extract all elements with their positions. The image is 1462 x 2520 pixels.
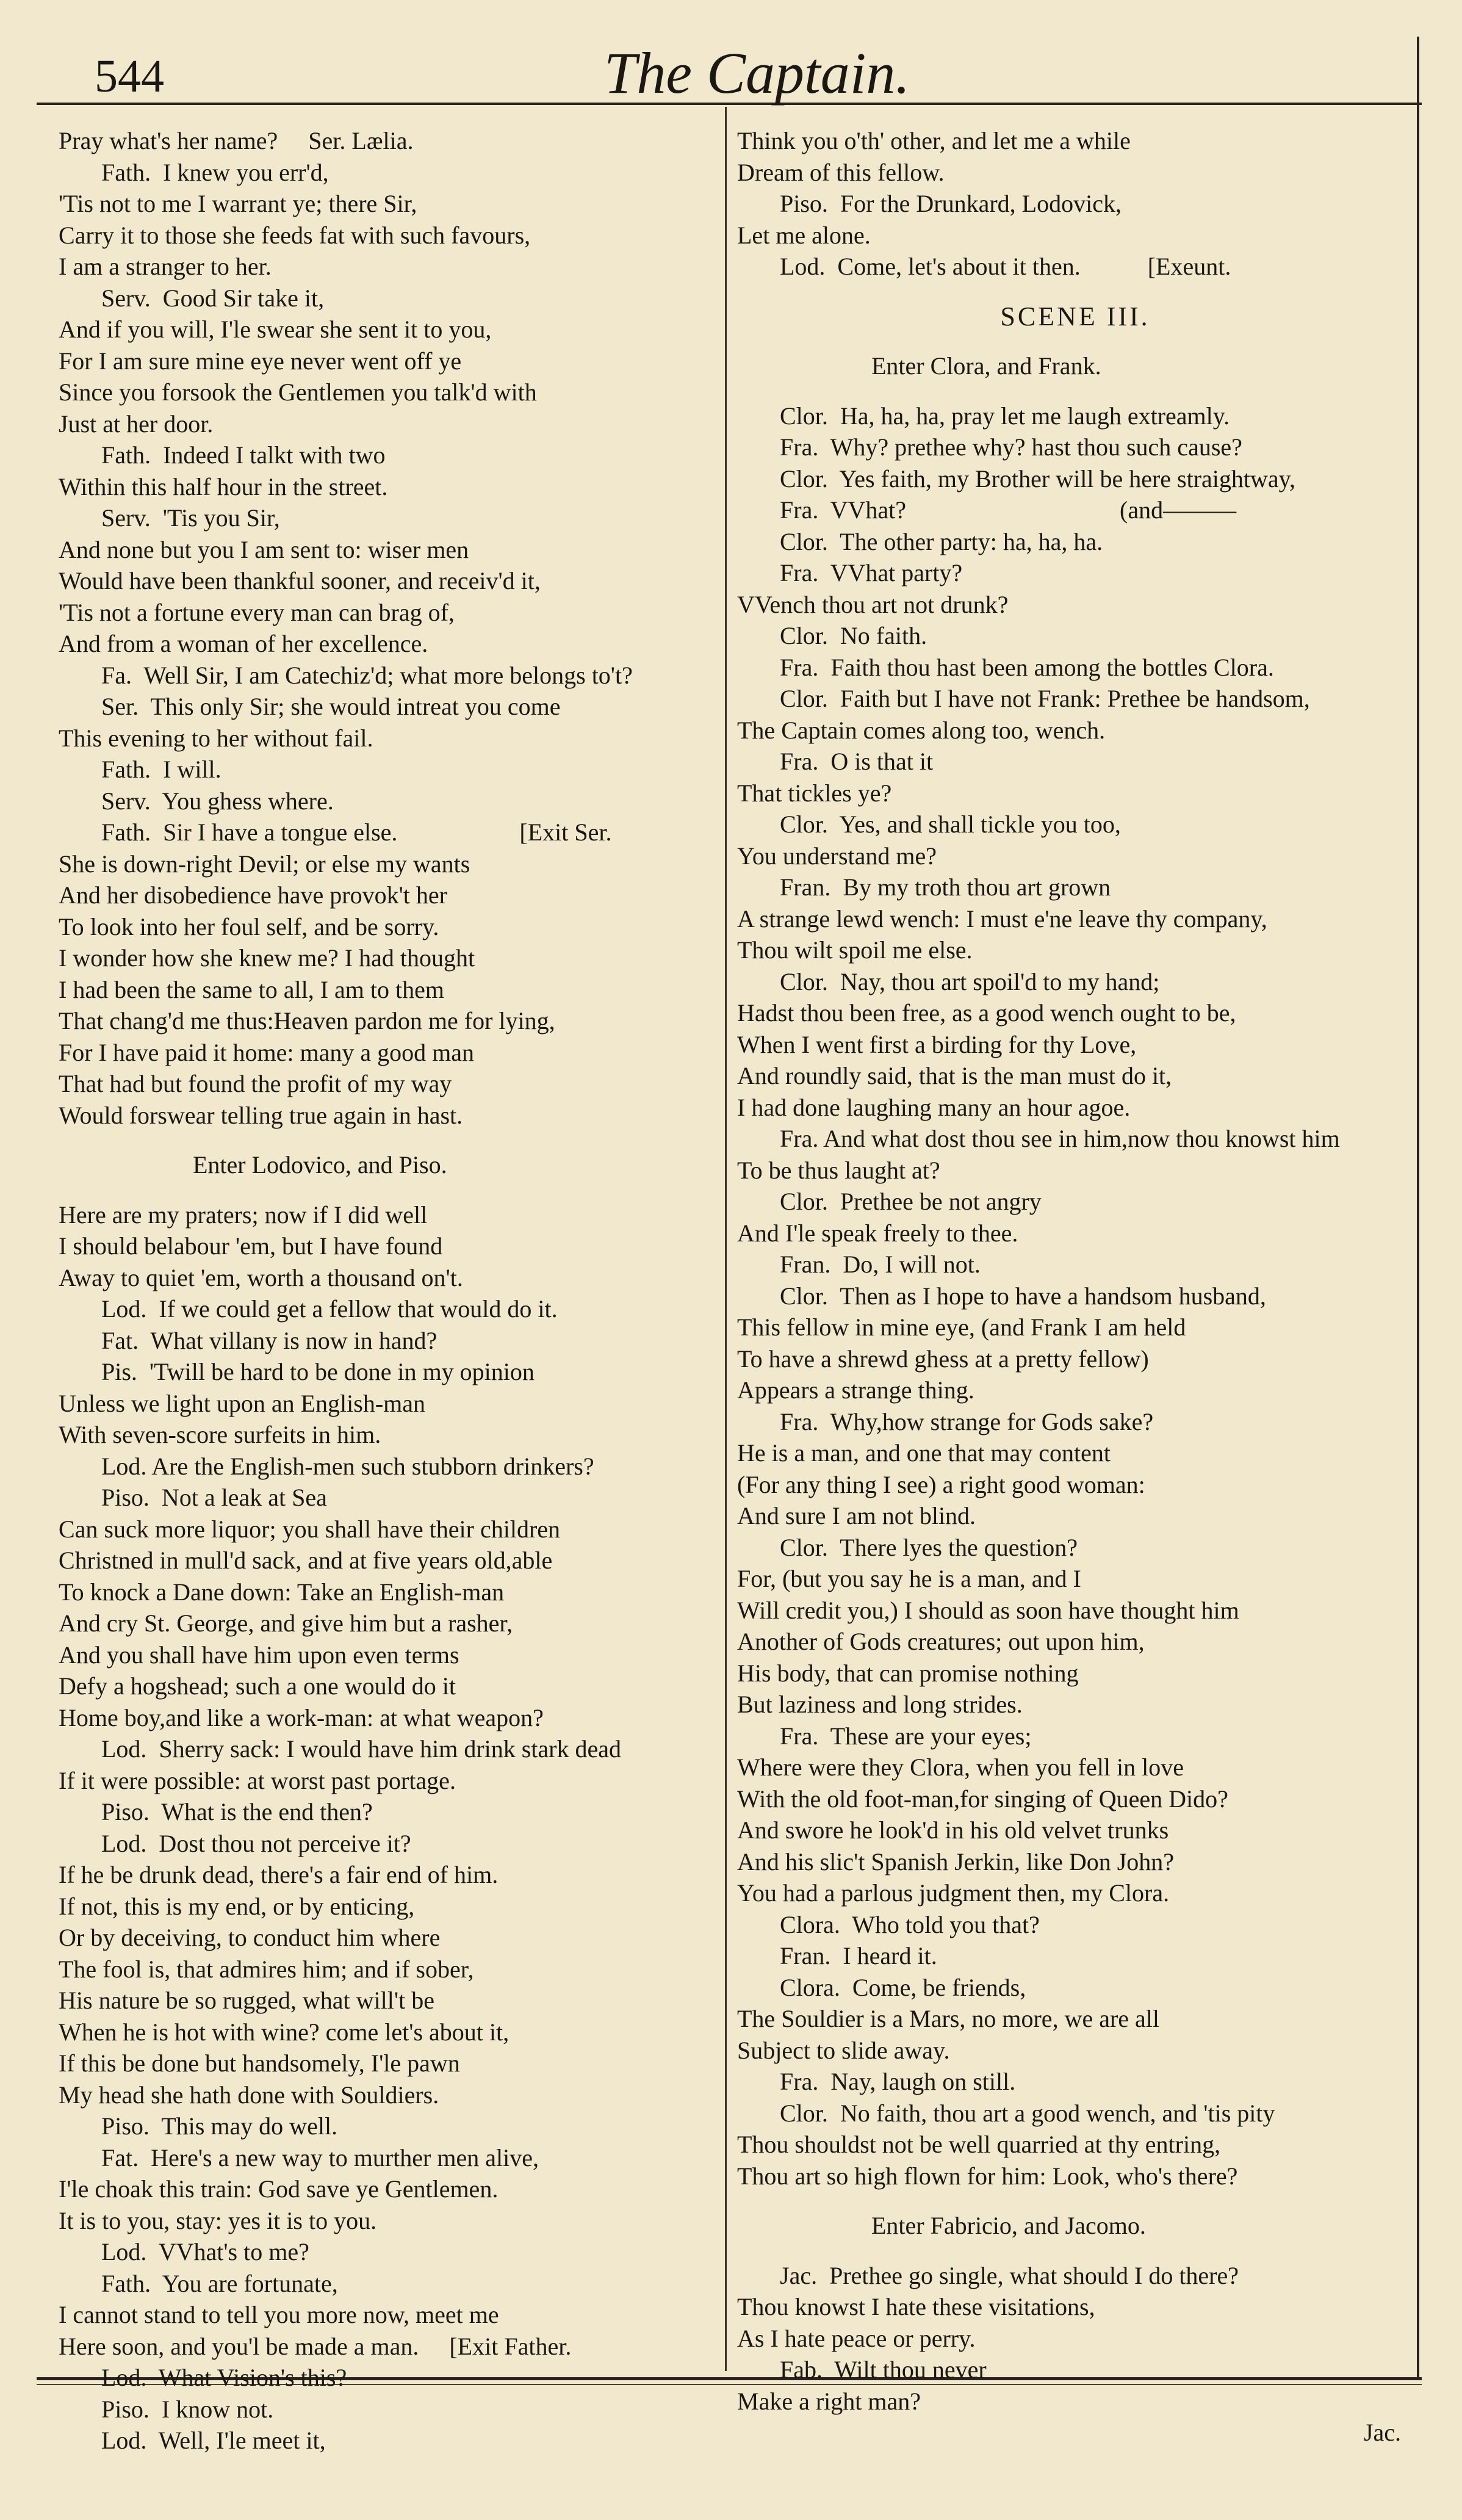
- verse-line: Dream of this fellow.: [737, 158, 945, 186]
- verse-line: That tickles ye?: [737, 779, 892, 807]
- verse-line: Fran. I heard it.: [780, 1942, 937, 1969]
- verse-line: Serv. Good Sir take it,: [101, 284, 325, 312]
- verse-line: Clor. Yes faith, my Brother will be here straightway,: [780, 464, 1296, 493]
- verse-line: Another of Gods creatures; out upon him,: [737, 1628, 1145, 1655]
- verse-line: Lod. VVhat's to me?: [101, 2238, 309, 2265]
- verse-line: Clor. The other party: ha, ha, ha.: [780, 527, 1103, 555]
- verse-line: This evening to her without fail.: [59, 724, 373, 752]
- stage-direction: Enter Clora, and Frank.: [871, 352, 1101, 380]
- verse-line: Fra. Faith thou hast been among the bottles Clora.: [780, 653, 1274, 681]
- verse-line: Pis. 'Twill be hard to be done in my opinion: [101, 1358, 535, 1385]
- verse-line: Would have been thankful sooner, and receiv'd it,: [59, 567, 541, 594]
- verse-line: If this be done but handsomely, I'le pawn: [59, 2049, 460, 2077]
- verse-line: And her disobedience have provok't her: [59, 881, 447, 909]
- verse-line: 'Tis not a fortune every man can brag of,: [59, 598, 455, 626]
- verse-line: With seven-score surfeits in him.: [59, 1421, 381, 1448]
- running-title: The Captain.: [604, 40, 910, 106]
- verse-line: Lod. Well, I'le meet it,: [101, 2427, 326, 2454]
- verse-line: Ser. This only Sir; she would intreat you come: [101, 693, 561, 720]
- verse-line: And I'le speak freely to thee.: [737, 1219, 1018, 1247]
- stage-direction: Enter Lodovico, and Piso.: [193, 1151, 447, 1179]
- verse-line: Thou knowst I hate these visitations,: [737, 2293, 1095, 2320]
- verse-line: Piso. This may do well.: [101, 2112, 338, 2140]
- verse-line: You understand me?: [737, 842, 937, 870]
- verse-line: [737, 2242, 1413, 2260]
- verse-line: But laziness and long strides.: [737, 1691, 1023, 1718]
- verse-line: Appears a strange thing.: [737, 1376, 974, 1404]
- verse-line: [59, 1131, 722, 1149]
- verse-line: [737, 283, 1413, 301]
- verse-line: When I went first a birding for thy Love,: [737, 1030, 1137, 1058]
- verse-line: Clora. Come, be friends,: [780, 1973, 1026, 2001]
- verse-line: The Captain comes along too, wench.: [737, 716, 1106, 744]
- verse-line: When he is hot with wine? come let's about it,: [59, 2018, 510, 2046]
- verse-line: Here are my praters; now if I did well: [59, 1200, 428, 1229]
- verse-line: Make a right man?: [737, 2387, 921, 2415]
- verse-line: VVench thou art not drunk?: [737, 590, 1009, 618]
- verse-line: And from a woman of her excellence.: [59, 630, 428, 657]
- page-number: 544: [95, 51, 164, 102]
- right-text-column: [737, 125, 1413, 2449]
- verse-line: To look into her foul self, and be sorry.: [59, 912, 439, 940]
- verse-line: 'Tis not to me I warrant ye; there Sir,: [59, 190, 417, 217]
- verse-line: And roundly said, that is the man must do it,: [737, 1062, 1172, 1089]
- verse-line: [737, 382, 1413, 400]
- verse-line: Clor. Prethee be not angry: [780, 1188, 1042, 1215]
- verse-line: Unless we light upon an English-man: [59, 1389, 426, 1417]
- verse-line: Lod. Come, let's about it then. [Exeunt.: [780, 253, 1231, 280]
- verse-line: [737, 332, 1413, 350]
- verse-line: I wonder how she knew me? I had thought: [59, 944, 475, 972]
- verse-line: Fra. Nay, laugh on still.: [780, 2068, 1016, 2095]
- verse-line: As I hate peace or perry.: [737, 2324, 976, 2352]
- verse-line: That had but found the profit of my way: [59, 1070, 452, 1097]
- verse-line: Clor. No faith.: [780, 622, 927, 649]
- verse-line: Would forswear telling true again in hast.: [59, 1101, 463, 1129]
- verse-line: Can suck more liquor; you shall have their children: [59, 1515, 561, 1543]
- verse-line: Serv. 'Tis you Sir,: [101, 504, 280, 532]
- verse-line: Clora. Who told you that?: [780, 1910, 1040, 1938]
- verse-line: Clor. Faith but I have not Frank: Prethee be handsom,: [780, 685, 1310, 712]
- verse-line: Away to quiet 'em, worth a thousand on't.: [59, 1263, 463, 1291]
- verse-line: Piso. I know not.: [101, 2395, 274, 2423]
- verse-line: Serv. You ghess where.: [101, 787, 334, 815]
- verse-line: Fab. Wilt thou never: [780, 2356, 987, 2383]
- verse-line: Let me alone.: [737, 221, 871, 249]
- verse-line: Think you o'th' other, and let me a while: [737, 127, 1131, 154]
- verse-line: Fath. I will.: [101, 756, 221, 783]
- verse-line: Jac. Prethee go single, what should I do there?: [780, 2261, 1239, 2289]
- verse-line: And his slic't Spanish Jerkin, like Don John?: [737, 1847, 1175, 1876]
- verse-line: He is a man, and one that may content: [737, 1439, 1111, 1467]
- verse-line: Fra. Why,how strange for Gods sake?: [780, 1407, 1154, 1435]
- verse-line: (For any thing I see) a right good woman:: [737, 1470, 1145, 1498]
- verse-line: Fra. And what dost thou see in him,now thou knowst him: [780, 1125, 1340, 1152]
- verse-line: I should belabour 'em, but I have found: [59, 1232, 443, 1260]
- verse-line: Fath. Indeed I talkt with two: [101, 441, 386, 469]
- verse-line: Will credit you,) I should as soon have thought him: [737, 1596, 1239, 1624]
- verse-line: For I am sure mine eye never went off ye: [59, 347, 462, 375]
- verse-line: Where were they Clora, when you fell in love: [737, 1753, 1184, 1781]
- verse-line: Piso. What is the end then?: [101, 1798, 373, 1825]
- verse-line: [59, 1181, 722, 1199]
- verse-line: Defy a hogshead; such a one would do it: [59, 1672, 456, 1700]
- verse-line: For, (but you say he is a man, and I: [737, 1565, 1081, 1592]
- verse-line: Fat. What villany is now in hand?: [101, 1326, 438, 1354]
- verse-line: Clor. Ha, ha, ha, pray let me laugh extreamly.: [780, 402, 1230, 430]
- verse-line: Fath. You are fortunate,: [101, 2269, 338, 2297]
- verse-line: The fool is, that admires him; and if sober,: [59, 1955, 474, 1983]
- verse-line: And cry St. George, and give him but a rasher,: [59, 1609, 513, 1637]
- verse-line: Christned in mull'd sack, and at five years old,able: [59, 1547, 553, 1574]
- verse-line: Hadst thou been free, as a good wench ought to be,: [737, 999, 1236, 1027]
- verse-line: And you shall have him upon even terms: [59, 1641, 459, 1669]
- verse-line: Clor. Then as I hope to have a handsom husband,: [780, 1282, 1266, 1310]
- verse-line: Lod. Sherry sack: I would have him drink stark dead: [101, 1735, 622, 1763]
- verse-line: Fra. VVhat? (and———: [780, 496, 1237, 524]
- verse-line: Lod. What Vision's this?: [101, 2364, 347, 2391]
- verse-line: Lod. Are the English-men such stubborn drinkers?: [101, 1452, 594, 1480]
- verse-line: And sure I am not blind.: [737, 1502, 976, 1529]
- verse-line: Fra. These are your eyes;: [780, 1722, 1032, 1750]
- verse-line: This fellow in mine eye, (and Frank I am held: [737, 1313, 1186, 1341]
- verse-line: I'le choak this train: God save ye Gentlemen.: [59, 2175, 499, 2203]
- verse-line: Within this half hour in the street.: [59, 472, 388, 500]
- verse-line: Fra. Why? prethee why? hast thou such cause?: [780, 433, 1242, 461]
- verse-line: I am a stranger to her.: [59, 253, 272, 280]
- verse-line: And none but you I am sent to: wiser men: [59, 535, 469, 563]
- verse-line: His body, that can promise nothing: [737, 1659, 1079, 1687]
- verse-line: She is down-right Devil; or else my wants: [59, 850, 470, 878]
- verse-line: Lod. If we could get a fellow that would do it.: [101, 1295, 558, 1323]
- verse-line: Here soon, and you'l be made a man. [Exit Father.: [59, 2332, 572, 2360]
- verse-line: Fra. VVhat party?: [780, 559, 963, 587]
- verse-line: Thou wilt spoil me else.: [737, 936, 973, 964]
- verse-line: To have a shrewd ghess at a pretty fellow): [737, 1345, 1149, 1373]
- catchword: Jac.: [1363, 2419, 1401, 2446]
- verse-line: Fra. O is that it: [780, 748, 934, 775]
- verse-line: Fran. Do, I will not.: [780, 1251, 981, 1278]
- verse-line: Home boy,and like a work-man: at what weapon?: [59, 1703, 544, 1731]
- verse-line: Fran. By my troth thou art grown: [780, 873, 1111, 901]
- verse-line: Thou shouldst not be well quarried at thy entring,: [737, 2131, 1221, 2158]
- verse-line: To be thus laught at?: [737, 1156, 940, 1184]
- verse-line: Clor. Nay, thou art spoil'd to my hand;: [780, 967, 1160, 995]
- verse-line: To knock a Dane down: Take an English-man: [59, 1578, 505, 1606]
- verse-line: I cannot stand to tell you more now, meet me: [59, 2301, 499, 2328]
- verse-line: If it were possible: at worst past portage.: [59, 1766, 456, 1794]
- verse-line: It is to you, stay: yes it is to you.: [59, 2206, 377, 2234]
- verse-line: Since you forsook the Gentlemen you talk'd with: [59, 378, 537, 406]
- verse-line: If he be drunk dead, there's a fair end of him.: [59, 1861, 499, 1888]
- verse-line: A strange lewd wench: I must e'ne leave thy company,: [737, 904, 1267, 933]
- verse-line: Piso. Not a leak at Sea: [101, 1484, 327, 1511]
- verse-line: Lod. Dost thou not perceive it?: [101, 1829, 411, 1857]
- verse-line: And if you will, I'le swear she sent it to you,: [59, 316, 492, 343]
- verse-line: His nature be so rugged, what will't be: [59, 1987, 434, 2014]
- verse-line: Just at her door.: [59, 410, 214, 438]
- verse-line: And swore he look'd in his old velvet trunks: [737, 1816, 1169, 1844]
- verse-line: Pray what's her name? Ser. Lælia.: [59, 127, 414, 154]
- verse-line: Clor. No faith, thou art a good wench, and 'tis pity: [780, 2099, 1275, 2127]
- verse-line: Clor. Yes, and shall tickle you too,: [780, 811, 1121, 838]
- verse-line: With the old foot-man,for singing of Queen Dido?: [737, 1785, 1228, 1813]
- verse-line: Fa. Well Sir, I am Catechiz'd; what more belongs to't?: [101, 661, 633, 689]
- verse-line: You had a parlous judgment then, my Clora.: [737, 1879, 1170, 1907]
- column-divider: [725, 107, 727, 2371]
- verse-line: For I have paid it home: many a good man: [59, 1038, 474, 1066]
- stage-direction: Enter Fabricio, and Jacomo.: [871, 2212, 1146, 2239]
- scene-heading: SCENE III.: [1000, 301, 1150, 331]
- verse-line: My head she hath done with Souldiers.: [59, 2081, 439, 2109]
- left-text-column: [59, 125, 722, 2457]
- verse-line: Carry it to those she feeds fat with such favours,: [59, 221, 531, 249]
- verse-line: Thou art so high flown for him: Look, who's there?: [737, 2162, 1238, 2190]
- verse-line: Fath. I knew you err'd,: [101, 158, 329, 186]
- verse-line: [737, 2192, 1413, 2210]
- verse-line: Subject to slide away.: [737, 2036, 950, 2064]
- verse-line: I had been the same to all, I am to them: [59, 975, 445, 1003]
- verse-line: Clor. There lyes the question?: [780, 1533, 1078, 1561]
- verse-line: Fat. Here's a new way to murther men alive,: [101, 2143, 539, 2172]
- verse-line: Piso. For the Drunkard, Lodovick,: [780, 190, 1122, 217]
- verse-line: That chang'd me thus:Heaven pardon me for lying,: [59, 1007, 555, 1034]
- verse-line: Fath. Sir I have a tongue else. [Exit Ser.: [101, 818, 612, 846]
- verse-line: The Souldier is a Mars, no more, we are all: [737, 2005, 1160, 2032]
- verse-line: I had done laughing many an hour agoe.: [737, 1093, 1131, 1121]
- page-border-right: [1417, 37, 1419, 2380]
- verse-line: Or by deceiving, to conduct him where: [59, 1924, 441, 1951]
- verse-line: If not, this is my end, or by enticing,: [59, 1892, 415, 1920]
